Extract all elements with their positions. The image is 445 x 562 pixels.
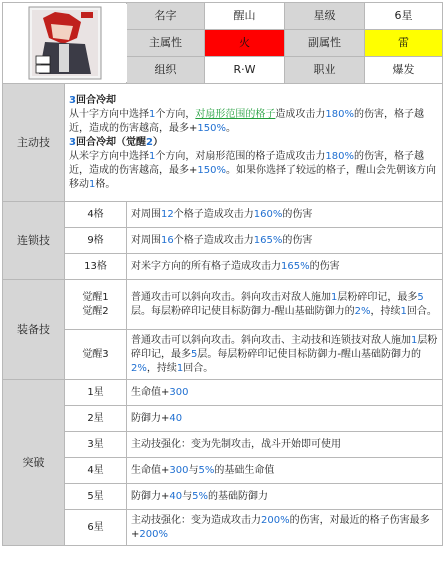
star-label: 星级 <box>285 3 365 30</box>
name-label: 名字 <box>127 3 205 30</box>
breakthrough-star: 6星 <box>65 510 127 546</box>
breakthrough-star: 1星 <box>65 380 127 406</box>
breakthrough-star: 2星 <box>65 406 127 432</box>
chain-row-desc: 对周围16个格子造成攻击力165%的伤害 <box>127 228 443 254</box>
breakthrough-desc: 防御力+40 <box>127 406 443 432</box>
chain-range: 4格 <box>65 202 127 228</box>
equip-stage: 觉醒3 <box>65 330 127 380</box>
equip-row1-desc: 普通攻击可以斜向攻击。斜向攻击对敌人施加1层粉碎印记，最多5层。每层粉碎印记使目标防御力-醒山基础防御力的2%，持续1回合。 <box>127 280 443 330</box>
equip-stage: 觉醒1 觉醒2 <box>65 280 127 330</box>
org-label: 组织 <box>127 57 205 84</box>
breakthrough-desc: 主动技强化：变为造成攻击力200%的伤害，对最近的格子伤害最多+200% <box>127 510 443 546</box>
active-block1-title: 3回合冷却 <box>69 94 116 106</box>
breakthrough-desc: 生命值+300 <box>127 380 443 406</box>
main-attr-label: 主属性 <box>127 30 205 57</box>
job-label: 职业 <box>285 57 365 84</box>
fan-area-link[interactable]: 对扇形范围的格子 <box>195 108 276 120</box>
active-block1-text: 从十字方向中选择1个方向，对扇形范围的格子造成攻击力180%的伤害，格子越近，造成的伤害越高，最多+150%。 <box>69 108 424 134</box>
breakthrough-desc: 防御力+40与5%的基础防御力 <box>127 484 443 510</box>
character-info-table <box>2 2 442 559</box>
breakthrough-star: 5星 <box>65 484 127 510</box>
active-skill-label: 主动技 <box>3 84 65 202</box>
active-block2-title: 3回合冷却（觉醒2） <box>69 136 163 148</box>
chain-range: 9格 <box>65 228 127 254</box>
chain-row-desc: 对周围12个格子造成攻击力160%的伤害 <box>127 202 443 228</box>
breakthrough-desc: 主动技强化：变为先制攻击，战斗开始即可使用 <box>127 432 443 458</box>
breakthrough-label: 突破 <box>3 380 65 546</box>
equip-skill-label: 装备技 <box>3 280 65 380</box>
chain-range: 13格 <box>65 254 127 280</box>
main-attr-value: 火 <box>205 30 285 57</box>
active-skill-desc <box>65 84 443 202</box>
name-value: 醒山 <box>205 3 285 30</box>
star-value: 6星 <box>365 3 443 30</box>
chain-row-desc: 对米字方向的所有格子造成攻击力165%的伤害 <box>127 254 443 280</box>
breakthrough-desc: 生命值+300与5%的基础生命值 <box>127 458 443 484</box>
equip-row2-desc: 普通攻击可以斜向攻击。斜向攻击、主动技和连锁技对敌人施加1层粉碎印记，最多5层。每层粉碎印记使目标防御力-醒山基础防御力的2%，持续1回合。 <box>127 330 443 380</box>
chain-skill-label: 连锁技 <box>3 202 65 280</box>
breakthrough-star: 3星 <box>65 432 127 458</box>
active-block2-text: 从米字方向中选择1个方向，对扇形范围的格子造成攻击力180%的伤害，格子越近，造成的伤害越高，最多+150%。如果你选择了较远的格子，醒山会先朝该方向移动1格。 <box>69 150 436 190</box>
character-portrait <box>3 3 127 84</box>
job-value: 爆发 <box>365 57 443 84</box>
breakthrough-star: 4星 <box>65 458 127 484</box>
portrait-illustration <box>3 4 127 82</box>
sub-attr-value: 雷 <box>365 30 443 57</box>
org-value: R·W <box>205 57 285 84</box>
sub-attr-label: 副属性 <box>285 30 365 57</box>
